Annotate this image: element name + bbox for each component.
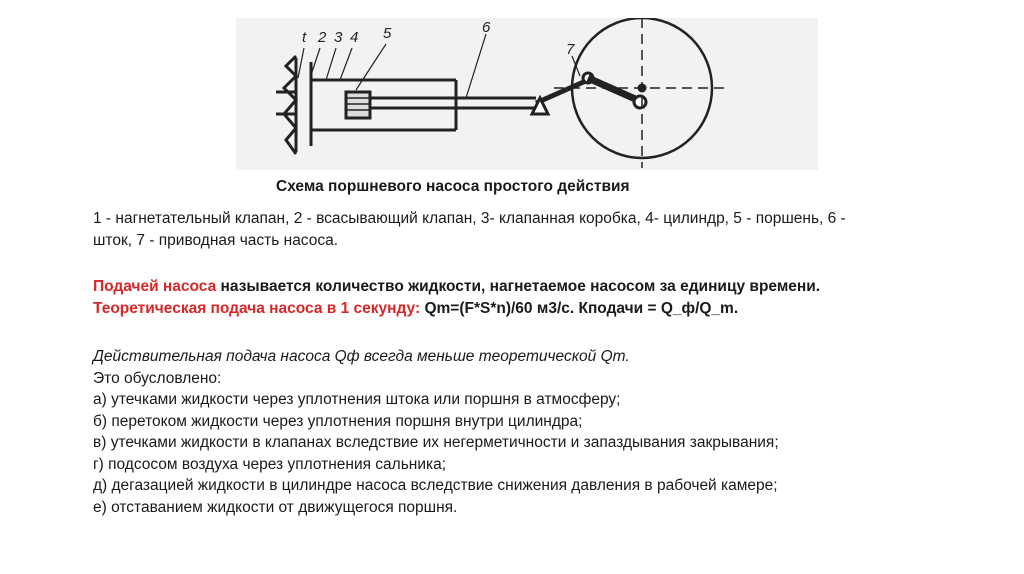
crank-pin — [634, 96, 646, 108]
label-6: 6 — [482, 19, 491, 36]
definition-line-2 — [93, 298, 973, 320]
label-2: 2 — [318, 29, 327, 46]
label-5: 5 — [383, 25, 392, 42]
list-item: д) дегазацией жидкости в цилиндре насоса вследствие снижения давления в рабочей камере; — [93, 477, 778, 494]
explanation-intro: Действительная подача насоса Qф всегда меньше теоретической Qт. — [93, 348, 630, 365]
label-3: 3 — [334, 29, 343, 46]
theory-label: Теоретическая подача насоса в 1 секунду: — [93, 299, 421, 317]
legend-line-2: шток, 7 - приводная часть насоса. — [93, 231, 339, 249]
formula: Qm=(F*S*n)/60 м3/с. Кподачи = Q_ф/Q_m. — [420, 299, 739, 317]
diagram-caption: Схема поршневого насоса простого действия — [276, 178, 630, 195]
pump-schematic — [236, 18, 818, 170]
definition — [93, 276, 973, 319]
list-item: а) утечками жидкости через уплотнения штока или поршня в атмосферу; — [93, 391, 621, 408]
legend — [93, 208, 973, 251]
definition-text: называется количество жидкости, нагнетаемое насосом за единицу времени. — [216, 278, 821, 295]
list-item: е) отставанием жидкости от движущегося поршня. — [93, 498, 458, 516]
pump-diagram — [236, 18, 818, 170]
label-4: 4 — [350, 29, 359, 46]
label-7: 7 — [566, 41, 575, 58]
label-t: t — [302, 29, 307, 46]
definition-term: Подачей насоса — [93, 278, 217, 295]
list-item: г) подсосом воздуха через уплотнения сальника; — [93, 455, 447, 473]
explanation-caused: Это обусловлено: — [93, 369, 222, 387]
explanation — [93, 346, 973, 518]
list-item: в) утечками жидкости в клапанах вследствие их негерметичности и запаздывания закрывания; — [93, 434, 779, 451]
piston — [346, 92, 370, 118]
legend-line-1: 1 - нагнетательный клапан, 2 - всасывающий клапан, 3- клапанная коробка, 4- цилиндр, 5 - поршень, 6 - — [93, 210, 846, 227]
definition-line-1 — [93, 276, 973, 298]
list-item: б) перетоком жидкости через уплотнения поршня внутри цилиндра; — [93, 412, 583, 430]
